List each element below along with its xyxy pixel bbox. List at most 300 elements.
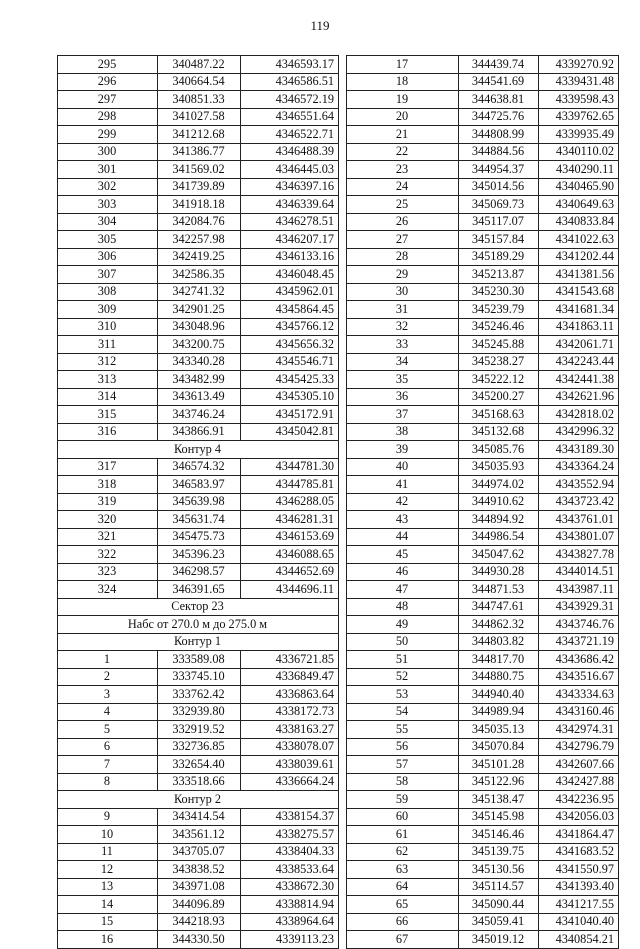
y-coordinate: 4340649.63 <box>539 196 619 214</box>
table-row <box>347 336 619 354</box>
x-coordinate: 343971.08 <box>158 878 241 896</box>
x-coordinate: 343561.12 <box>158 826 241 844</box>
x-coordinate: 345132.68 <box>459 423 539 441</box>
point-number: 26 <box>347 213 459 231</box>
y-coordinate: 4345546.71 <box>241 353 339 371</box>
table-row <box>58 651 339 669</box>
y-coordinate: 4346397.16 <box>241 178 339 196</box>
point-number: 40 <box>347 458 459 476</box>
coordinates-table-right <box>346 55 619 949</box>
y-coordinate: 4343746.76 <box>539 616 619 634</box>
y-coordinate: 4342243.44 <box>539 353 619 371</box>
y-coordinate: 4343516.67 <box>539 668 619 686</box>
point-number: 8 <box>58 773 158 791</box>
x-coordinate: 345157.84 <box>459 231 539 249</box>
y-coordinate: 4336664.24 <box>241 773 339 791</box>
y-coordinate: 4346488.39 <box>241 143 339 161</box>
point-number: 49 <box>347 616 459 634</box>
y-coordinate: 4340833.84 <box>539 213 619 231</box>
x-coordinate: 343866.91 <box>158 423 241 441</box>
y-coordinate: 4342056.03 <box>539 808 619 826</box>
table-row <box>58 896 339 914</box>
point-number: 30 <box>347 283 459 301</box>
x-coordinate: 344330.50 <box>158 931 241 949</box>
x-coordinate: 340851.33 <box>158 91 241 109</box>
x-coordinate: 341918.18 <box>158 196 241 214</box>
y-coordinate: 4344652.69 <box>241 563 339 581</box>
x-coordinate: 345059.41 <box>459 913 539 931</box>
x-coordinate: 333762.42 <box>158 686 241 704</box>
coordinates-table-left <box>57 55 339 949</box>
table-row <box>347 231 619 249</box>
x-coordinate: 345070.84 <box>459 738 539 756</box>
y-coordinate: 4346522.71 <box>241 126 339 144</box>
y-coordinate: 4339270.92 <box>539 56 619 74</box>
x-coordinate: 345047.62 <box>459 546 539 564</box>
table-row <box>347 931 619 949</box>
table-row <box>58 266 339 284</box>
x-coordinate: 345238.27 <box>459 353 539 371</box>
x-coordinate: 345475.73 <box>158 528 241 546</box>
x-coordinate: 344096.89 <box>158 896 241 914</box>
table-row <box>347 126 619 144</box>
table-row <box>58 511 339 529</box>
y-coordinate: 4342236.95 <box>539 791 619 809</box>
table-row <box>58 861 339 879</box>
y-coordinate: 4338172.73 <box>241 703 339 721</box>
y-coordinate: 4340465.90 <box>539 178 619 196</box>
table-row <box>347 161 619 179</box>
table-row <box>58 913 339 931</box>
y-coordinate: 4341022.63 <box>539 231 619 249</box>
table-row <box>347 528 619 546</box>
point-number: 52 <box>347 668 459 686</box>
y-coordinate: 4343801.07 <box>539 528 619 546</box>
point-number: 34 <box>347 353 459 371</box>
y-coordinate: 4341393.40 <box>539 878 619 896</box>
y-coordinate: 4339598.43 <box>539 91 619 109</box>
x-coordinate: 345090.44 <box>459 896 539 914</box>
point-number: 309 <box>58 301 158 319</box>
y-coordinate: 4341381.56 <box>539 266 619 284</box>
point-number: 45 <box>347 546 459 564</box>
x-coordinate: 341212.68 <box>158 126 241 144</box>
y-coordinate: 4346133.16 <box>241 248 339 266</box>
point-number: 50 <box>347 633 459 651</box>
section-header: Контур 1 <box>58 633 339 651</box>
table-row <box>58 406 339 424</box>
section-header-row <box>58 791 339 809</box>
point-number: 62 <box>347 843 459 861</box>
x-coordinate: 345139.75 <box>459 843 539 861</box>
table-row <box>58 563 339 581</box>
x-coordinate: 340487.22 <box>158 56 241 74</box>
point-number: 307 <box>58 266 158 284</box>
table-row <box>347 791 619 809</box>
table-row <box>347 563 619 581</box>
table-row <box>347 493 619 511</box>
table-row <box>347 913 619 931</box>
point-number: 37 <box>347 406 459 424</box>
point-number: 300 <box>58 143 158 161</box>
y-coordinate: 4341217.55 <box>539 896 619 914</box>
y-coordinate: 4342427.88 <box>539 773 619 791</box>
table-row <box>347 178 619 196</box>
x-coordinate: 344862.32 <box>459 616 539 634</box>
x-coordinate: 342419.25 <box>158 248 241 266</box>
x-coordinate: 345114.57 <box>459 878 539 896</box>
x-coordinate: 342586.35 <box>158 266 241 284</box>
y-coordinate: 4346572.19 <box>241 91 339 109</box>
point-number: 63 <box>347 861 459 879</box>
x-coordinate: 344986.54 <box>459 528 539 546</box>
x-coordinate: 332919.52 <box>158 721 241 739</box>
y-coordinate: 4343721.19 <box>539 633 619 651</box>
point-number: 65 <box>347 896 459 914</box>
y-coordinate: 4336721.85 <box>241 651 339 669</box>
point-number: 301 <box>58 161 158 179</box>
point-number: 17 <box>347 56 459 74</box>
table-row <box>58 703 339 721</box>
y-coordinate: 4346153.69 <box>241 528 339 546</box>
x-coordinate: 341569.02 <box>158 161 241 179</box>
point-number: 36 <box>347 388 459 406</box>
x-coordinate: 345101.28 <box>459 756 539 774</box>
y-coordinate: 4342974.31 <box>539 721 619 739</box>
x-coordinate: 342084.76 <box>158 213 241 231</box>
y-coordinate: 4338163.27 <box>241 721 339 739</box>
point-number: 5 <box>58 721 158 739</box>
point-number: 313 <box>58 371 158 389</box>
y-coordinate: 4341543.68 <box>539 283 619 301</box>
table-row <box>58 108 339 126</box>
point-number: 306 <box>58 248 158 266</box>
x-coordinate: 332736.85 <box>158 738 241 756</box>
x-coordinate: 340664.54 <box>158 73 241 91</box>
y-coordinate: 4343761.01 <box>539 511 619 529</box>
y-coordinate: 4345962.01 <box>241 283 339 301</box>
x-coordinate: 346298.57 <box>158 563 241 581</box>
y-coordinate: 4346551.64 <box>241 108 339 126</box>
y-coordinate: 4339762.65 <box>539 108 619 126</box>
y-coordinate: 4342796.79 <box>539 738 619 756</box>
y-coordinate: 4338275.57 <box>241 826 339 844</box>
y-coordinate: 4336849.47 <box>241 668 339 686</box>
point-number: 3 <box>58 686 158 704</box>
table-row <box>347 213 619 231</box>
point-number: 21 <box>347 126 459 144</box>
y-coordinate: 4346278.51 <box>241 213 339 231</box>
table-row <box>347 406 619 424</box>
y-coordinate: 4338404.33 <box>241 843 339 861</box>
table-row <box>58 528 339 546</box>
y-coordinate: 4341550.97 <box>539 861 619 879</box>
x-coordinate: 344940.40 <box>459 686 539 704</box>
table-row <box>347 441 619 459</box>
point-number: 38 <box>347 423 459 441</box>
y-coordinate: 4338533.64 <box>241 861 339 879</box>
x-coordinate: 344989.94 <box>459 703 539 721</box>
y-coordinate: 4343552.94 <box>539 476 619 494</box>
x-coordinate: 344930.28 <box>459 563 539 581</box>
table-row <box>347 511 619 529</box>
point-number: 312 <box>58 353 158 371</box>
section-header-row <box>58 441 339 459</box>
point-number: 7 <box>58 756 158 774</box>
point-number: 4 <box>58 703 158 721</box>
point-number: 60 <box>347 808 459 826</box>
table-row <box>58 423 339 441</box>
point-number: 2 <box>58 668 158 686</box>
x-coordinate: 345085.76 <box>459 441 539 459</box>
y-coordinate: 4340854.21 <box>539 931 619 949</box>
y-coordinate: 4341202.44 <box>539 248 619 266</box>
table-body-right <box>347 56 619 949</box>
point-number: 44 <box>347 528 459 546</box>
table-row <box>58 336 339 354</box>
y-coordinate: 4346088.65 <box>241 546 339 564</box>
y-coordinate: 4346445.03 <box>241 161 339 179</box>
point-number: 27 <box>347 231 459 249</box>
x-coordinate: 345222.12 <box>459 371 539 389</box>
table-row <box>347 616 619 634</box>
y-coordinate: 4343929.31 <box>539 598 619 616</box>
table-row <box>347 266 619 284</box>
table-row <box>347 843 619 861</box>
table-row <box>347 318 619 336</box>
table-row <box>347 248 619 266</box>
x-coordinate: 333518.66 <box>158 773 241 791</box>
y-coordinate: 4346207.17 <box>241 231 339 249</box>
y-coordinate: 4343364.24 <box>539 458 619 476</box>
y-coordinate: 4345864.45 <box>241 301 339 319</box>
x-coordinate: 344884.56 <box>459 143 539 161</box>
point-number: 12 <box>58 861 158 879</box>
point-number: 42 <box>347 493 459 511</box>
point-number: 67 <box>347 931 459 949</box>
table-row <box>347 703 619 721</box>
table-row <box>347 546 619 564</box>
point-number: 64 <box>347 878 459 896</box>
x-coordinate: 345631.74 <box>158 511 241 529</box>
point-number: 31 <box>347 301 459 319</box>
x-coordinate: 344747.61 <box>459 598 539 616</box>
x-coordinate: 342901.25 <box>158 301 241 319</box>
point-number: 14 <box>58 896 158 914</box>
table-row <box>347 371 619 389</box>
table-row <box>58 546 339 564</box>
y-coordinate: 4341683.52 <box>539 843 619 861</box>
y-coordinate: 4338039.61 <box>241 756 339 774</box>
table-row <box>58 756 339 774</box>
point-number: 297 <box>58 91 158 109</box>
point-number: 53 <box>347 686 459 704</box>
point-number: 51 <box>347 651 459 669</box>
point-number: 66 <box>347 913 459 931</box>
y-coordinate: 4338672.30 <box>241 878 339 896</box>
section-header: Набс от 270.0 м до 275.0 м <box>58 616 339 634</box>
section-header: Сектор 23 <box>58 598 339 616</box>
y-coordinate: 4338078.07 <box>241 738 339 756</box>
y-coordinate: 4336863.64 <box>241 686 339 704</box>
table-row <box>58 493 339 511</box>
point-number: 302 <box>58 178 158 196</box>
section-header-row <box>58 598 339 616</box>
x-coordinate: 343613.49 <box>158 388 241 406</box>
point-number: 318 <box>58 476 158 494</box>
point-number: 314 <box>58 388 158 406</box>
x-coordinate: 344880.75 <box>459 668 539 686</box>
x-coordinate: 345122.96 <box>459 773 539 791</box>
table-row <box>347 196 619 214</box>
table-row <box>58 388 339 406</box>
table-row <box>58 126 339 144</box>
x-coordinate: 345117.07 <box>459 213 539 231</box>
table-row <box>58 301 339 319</box>
x-coordinate: 345246.46 <box>459 318 539 336</box>
y-coordinate: 4346288.05 <box>241 493 339 511</box>
x-coordinate: 343838.52 <box>158 861 241 879</box>
x-coordinate: 345239.79 <box>459 301 539 319</box>
x-coordinate: 345168.63 <box>459 406 539 424</box>
point-number: 19 <box>347 91 459 109</box>
x-coordinate: 343482.99 <box>158 371 241 389</box>
y-coordinate: 4342607.66 <box>539 756 619 774</box>
x-coordinate: 345130.56 <box>459 861 539 879</box>
section-header: Контур 4 <box>58 441 339 459</box>
y-coordinate: 4345766.12 <box>241 318 339 336</box>
y-coordinate: 4344781.30 <box>241 458 339 476</box>
table-row <box>347 668 619 686</box>
point-number: 311 <box>58 336 158 354</box>
x-coordinate: 343414.54 <box>158 808 241 826</box>
x-coordinate: 344808.99 <box>459 126 539 144</box>
x-coordinate: 342257.98 <box>158 231 241 249</box>
x-coordinate: 345396.23 <box>158 546 241 564</box>
table-row <box>58 458 339 476</box>
x-coordinate: 344817.70 <box>459 651 539 669</box>
point-number: 295 <box>58 56 158 74</box>
point-number: 323 <box>58 563 158 581</box>
point-number: 13 <box>58 878 158 896</box>
y-coordinate: 4339935.49 <box>539 126 619 144</box>
point-number: 296 <box>58 73 158 91</box>
point-number: 20 <box>347 108 459 126</box>
section-header-row <box>58 616 339 634</box>
y-coordinate: 4346593.17 <box>241 56 339 74</box>
table-row <box>347 388 619 406</box>
y-coordinate: 4343686.42 <box>539 651 619 669</box>
table-row <box>347 826 619 844</box>
x-coordinate: 346391.65 <box>158 581 241 599</box>
x-coordinate: 345245.88 <box>459 336 539 354</box>
table-row <box>58 843 339 861</box>
y-coordinate: 4343189.30 <box>539 441 619 459</box>
point-number: 304 <box>58 213 158 231</box>
point-number: 33 <box>347 336 459 354</box>
point-number: 43 <box>347 511 459 529</box>
y-coordinate: 4342996.32 <box>539 423 619 441</box>
y-coordinate: 4345172.91 <box>241 406 339 424</box>
point-number: 322 <box>58 546 158 564</box>
x-coordinate: 344871.53 <box>459 581 539 599</box>
x-coordinate: 341739.89 <box>158 178 241 196</box>
table-row <box>58 476 339 494</box>
x-coordinate: 345639.98 <box>158 493 241 511</box>
table-row <box>58 878 339 896</box>
table-row <box>347 861 619 879</box>
x-coordinate: 343746.24 <box>158 406 241 424</box>
y-coordinate: 4341681.34 <box>539 301 619 319</box>
point-number: 55 <box>347 721 459 739</box>
point-number: 32 <box>347 318 459 336</box>
y-coordinate: 4344696.11 <box>241 581 339 599</box>
page-number: 119 <box>310 18 330 33</box>
point-number: 6 <box>58 738 158 756</box>
x-coordinate: 344803.82 <box>459 633 539 651</box>
x-coordinate: 345014.56 <box>459 178 539 196</box>
x-coordinate: 343048.96 <box>158 318 241 336</box>
y-coordinate: 4342441.38 <box>539 371 619 389</box>
table-row <box>347 686 619 704</box>
x-coordinate: 341386.77 <box>158 143 241 161</box>
y-coordinate: 4341040.40 <box>539 913 619 931</box>
point-number: 46 <box>347 563 459 581</box>
point-number: 41 <box>347 476 459 494</box>
point-number: 61 <box>347 826 459 844</box>
x-coordinate: 345035.93 <box>459 458 539 476</box>
y-coordinate: 4339431.48 <box>539 73 619 91</box>
table-row <box>58 318 339 336</box>
y-coordinate: 4343987.11 <box>539 581 619 599</box>
y-coordinate: 4340290.11 <box>539 161 619 179</box>
point-number: 23 <box>347 161 459 179</box>
x-coordinate: 332939.80 <box>158 703 241 721</box>
table-row <box>58 581 339 599</box>
y-coordinate: 4346281.31 <box>241 511 339 529</box>
table-row <box>58 931 339 949</box>
point-number: 24 <box>347 178 459 196</box>
x-coordinate: 332654.40 <box>158 756 241 774</box>
y-coordinate: 4343160.46 <box>539 703 619 721</box>
table-row <box>347 738 619 756</box>
point-number: 11 <box>58 843 158 861</box>
y-coordinate: 4342818.02 <box>539 406 619 424</box>
x-coordinate: 344910.62 <box>459 493 539 511</box>
table-row <box>58 283 339 301</box>
table-row <box>58 248 339 266</box>
point-number: 48 <box>347 598 459 616</box>
point-number: 39 <box>347 441 459 459</box>
point-number: 310 <box>58 318 158 336</box>
table-row <box>347 651 619 669</box>
point-number: 305 <box>58 231 158 249</box>
point-number: 59 <box>347 791 459 809</box>
table-row <box>58 371 339 389</box>
table-row <box>58 353 339 371</box>
table-row <box>58 161 339 179</box>
x-coordinate: 345138.47 <box>459 791 539 809</box>
table-row <box>347 756 619 774</box>
table-row <box>58 686 339 704</box>
x-coordinate: 342741.32 <box>158 283 241 301</box>
point-number: 308 <box>58 283 158 301</box>
point-number: 321 <box>58 528 158 546</box>
x-coordinate: 344541.69 <box>459 73 539 91</box>
table-row <box>347 91 619 109</box>
x-coordinate: 333745.10 <box>158 668 241 686</box>
y-coordinate: 4342061.71 <box>539 336 619 354</box>
